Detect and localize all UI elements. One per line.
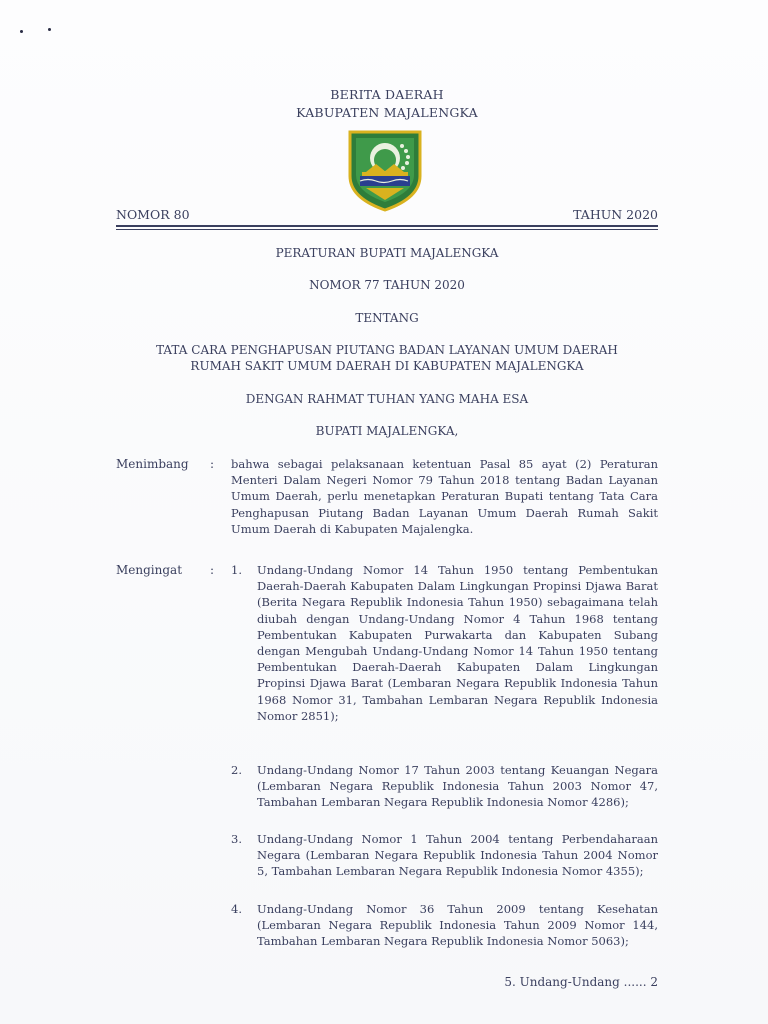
- mengingat-colon: :: [210, 563, 215, 577]
- issue-number: NOMOR 80: [116, 207, 190, 222]
- list-item-text: Undang-Undang Nomor 17 Tahun 2003 tentang Keuangan Negara (Lembaran Negara Republik Indonesia Tahun 2003 Nomor 47, Tambahan Lembaran Negara Republik Indonesia Nomor 4286);: [257, 763, 658, 810]
- mengingat-label: Mengingat: [116, 563, 183, 577]
- regulation-subject-2: RUMAH SAKIT UMUM DAERAH DI KABUPATEN MAJALENGKA: [190, 359, 584, 373]
- list-item-number: 1.: [231, 563, 242, 577]
- list-item-text: Undang-Undang Nomor 1 Tahun 2004 tentang Perbendaharaan Negara (Lembaran Negara Republik Indonesia Tahun 2004 Nomor 5, Tambahan Lembaran Negara Republik Indonesia Nomor 4355);: [257, 832, 658, 879]
- majalengka-emblem-icon: [346, 126, 424, 212]
- list-item-text: Undang-Undang Nomor 14 Tahun 1950 tentang Pembentukan Daerah-Daerah Kabupaten Dalam Lingkungan Propinsi Djawa Barat (Berita Negara Republik Indonesia Tahun 1950) sebagaimana telah diubah dengan Undang-Undang Nomor 4 Tahun 1968 tentang Pembentukan Kabupaten Purwakarta dan Kabupaten Subang dengan Mengubah Undang-Undang Nomor 14 Tahun 1950 tentang Pembentukan Daerah-Daerah Kabupaten Dalam Lingkungan Propinsi Djawa Barat (Lembaran Negara Republik Indonesia Tahun 1968 Nomor 31, Tambahan Lembaran Negara Republik Indonesia Nomor 2851);: [257, 563, 658, 723]
- header-line-1: BERITA DAERAH: [330, 87, 444, 102]
- regulation-number: NOMOR 77 TAHUN 2020: [309, 278, 465, 292]
- divider-thick: [116, 225, 658, 227]
- list-item-number: 4.: [231, 902, 242, 916]
- regulation-about: TENTANG: [355, 311, 419, 325]
- list-item-number: 3.: [231, 832, 242, 846]
- menimbang-label: Menimbang: [116, 457, 189, 471]
- list-item-text: Undang-Undang Nomor 36 Tahun 2009 tentang Kesehatan (Lembaran Negara Republik Indonesia Tahun 2009 Nomor 144, Tambahan Lembaran Negara Republik Indonesia Nomor 5063);: [257, 902, 658, 949]
- menimbang-text: bahwa sebagai pelaksanaan ketentuan Pasal 85 ayat (2) Peraturan Menteri Dalam Negeri Nomor 79 Tahun 2018 tentang Badan Layanan Umum Daerah, perlu menetapkan Peraturan Bupati tentang Tata Cara Penghapusan Piutang Badan Layanan Umum Daerah Rumah Sakit Umum Daerah di Kabupaten Majalengka.: [231, 457, 658, 536]
- page-continuation: 5. Undang-Undang ...... 2: [504, 975, 658, 989]
- issue-year: TAHUN 2020: [573, 207, 658, 222]
- menimbang-colon: :: [210, 457, 215, 471]
- regulation-subject-1: TATA CARA PENGHAPUSAN PIUTANG BADAN LAYANAN UMUM DAERAH: [156, 343, 618, 357]
- scan-specks: [20, 26, 60, 36]
- regulation-title: PERATURAN BUPATI MAJALENGKA: [275, 246, 499, 260]
- divider-thin: [116, 229, 658, 230]
- header-line-2: KABUPATEN MAJALENGKA: [296, 105, 478, 120]
- authority-line: BUPATI MAJALENGKA,: [315, 424, 459, 438]
- list-item-number: 2.: [231, 763, 242, 777]
- blessing-line: DENGAN RAHMAT TUHAN YANG MAHA ESA: [245, 392, 529, 406]
